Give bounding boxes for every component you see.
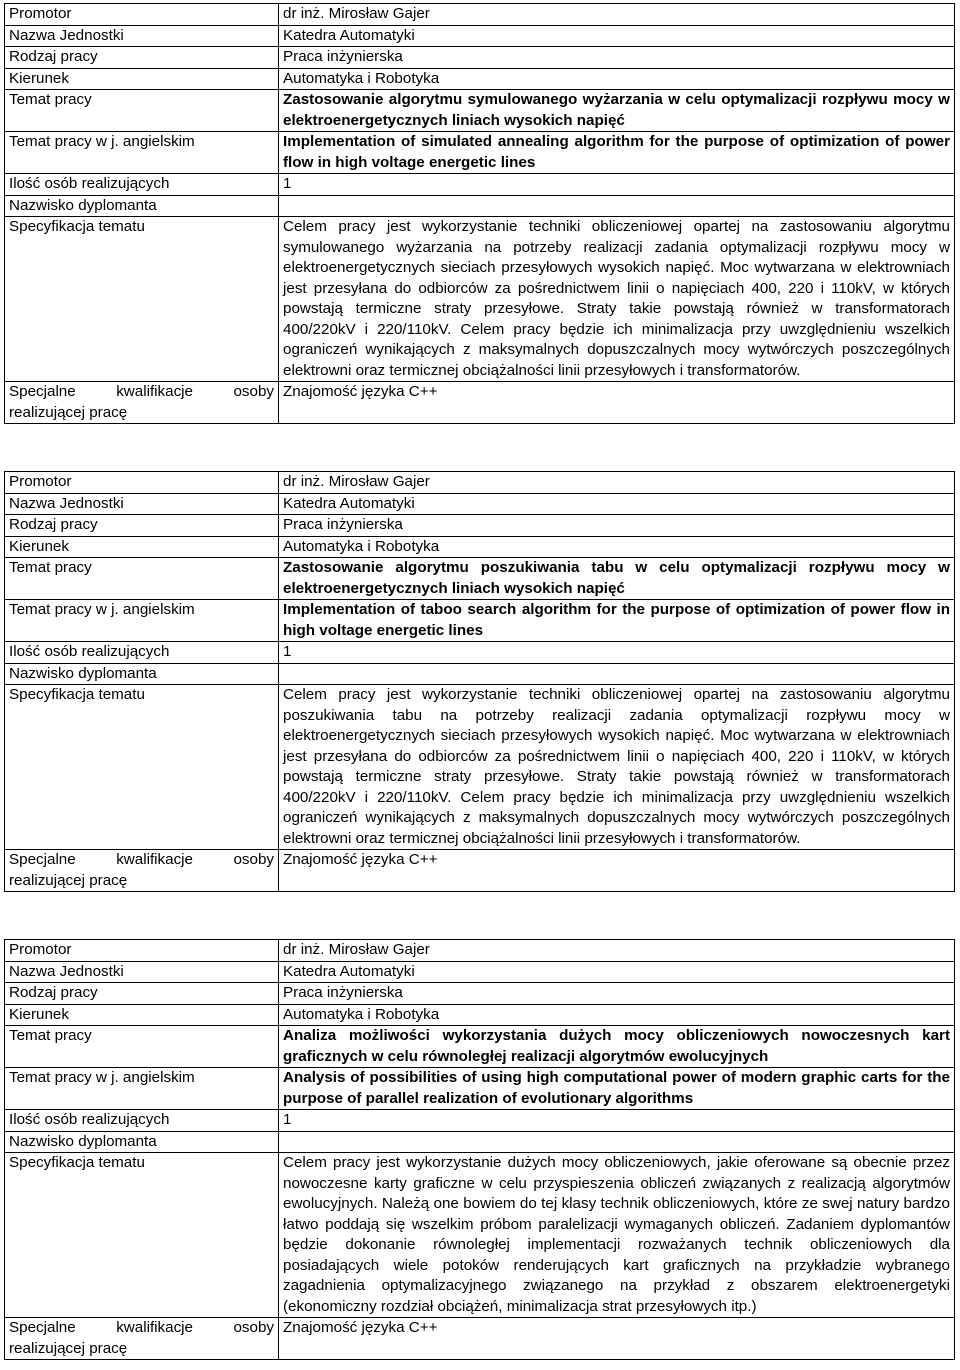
label-ilosc: Ilość osób realizujących [5,1110,279,1132]
value-promotor: dr inż. Mirosław Gajer [279,472,955,494]
label-kwalifikacje [5,1318,279,1360]
value-kwalifikacje: Znajomość języka C++ [279,1318,955,1360]
label-kwalifikacje-line2: realizującej pracę [9,1339,128,1357]
label-jednostka: Nazwa Jednostki [5,493,279,515]
value-dyplomant [279,663,955,685]
row-temat [5,1026,955,1068]
value-temat-ang: Implementation of taboo search algorithm for the purpose of optimization of power flow in high voltage energetic lines [279,600,955,642]
label-temat-ang: Temat pracy w j. angielskim [5,600,279,642]
value-ilosc: 1 [279,1110,955,1132]
value-kierunek: Automatyka i Robotyka [279,68,955,90]
value-temat: Zastosowanie algorytmu poszukiwania tabu w celu optymalizacji rozpływu mocy w elektroenergetycznych liniach wysokich napięć [279,558,955,600]
row-kierunek [5,536,955,558]
row-ilosc [5,174,955,196]
label-kwalifikacje-line2: realizującej pracę [9,871,128,889]
value-temat: Analiza możliwości wykorzystania dużych mocy obliczeniowych nowoczesnych kart graficznych w celu równoległej realizacji algorytmów ewolucyjnych [279,1026,955,1068]
label-kwalifikacje [5,382,279,424]
label-jednostka: Nazwa Jednostki [5,961,279,983]
row-rodzaj [5,47,955,69]
row-jednostka [5,493,955,515]
value-specyfikacja: Celem pracy jest wykorzystanie dużych mocy obliczeniowych, jakie oferowane są obecnie przez nowoczesne karty graficzne w celu przyspieszenia obliczeń związanych z realizacją algorytmów ewolucyjnych. Należą one bowiem do tej klasy technik obliczeniowych, które ze swej natury bardzo łatwo poddają się wszelkim próbom paralelizacji wymaganych obliczeń. Zadaniem dyplomantów będzie dokonanie równoległej implementacji rozważanych technik obliczeniowych dla posiadających wiele potoków renderujących kart graficznych na przykładzie wybranego zagadnienia optymalizacyjnego związanego na przykład z obszarem elektroenergetyki (ekonomiczny rozdział obciążeń, minimalizacja strat przesyłowych itp.) [279,1153,955,1318]
label-kwalifikacje [5,850,279,892]
label-temat: Temat pracy [5,1026,279,1068]
label-kwalifikacje-word1: Specjalne [9,383,76,400]
value-promotor: dr inż. Mirosław Gajer [279,940,955,962]
label-temat: Temat pracy [5,90,279,132]
value-jednostka: Katedra Automatyki [279,493,955,515]
label-kwalifikacje-line2: realizującej pracę [9,403,128,421]
row-promotor [5,472,955,494]
thesis-card-3 [4,939,955,1360]
label-kierunek: Kierunek [5,1004,279,1026]
label-temat-ang: Temat pracy w j. angielskim [5,1068,279,1110]
label-kwalifikacje-word3: osoby [233,851,274,868]
row-jednostka [5,961,955,983]
label-rodzaj: Rodzaj pracy [5,47,279,69]
value-rodzaj: Praca inżynierska [279,983,955,1005]
value-dyplomant [279,1131,955,1153]
row-jednostka [5,25,955,47]
row-kwalifikacje [5,850,955,892]
label-kierunek: Kierunek [5,536,279,558]
row-kierunek [5,1004,955,1026]
label-dyplomant: Nazwisko dyplomanta [5,195,279,217]
row-promotor [5,940,955,962]
row-rodzaj [5,515,955,537]
thesis-card-2 [4,471,955,892]
row-dyplomant [5,663,955,685]
value-ilosc: 1 [279,642,955,664]
label-kwalifikacje-word3: osoby [233,1319,274,1336]
label-ilosc: Ilość osób realizujących [5,642,279,664]
value-jednostka: Katedra Automatyki [279,25,955,47]
value-temat-ang: Analysis of possibilities of using high computational power of modern graphic carts for the purpose of parallel realization of evolutionary algorithms [279,1068,955,1110]
value-ilosc: 1 [279,174,955,196]
row-temat-ang [5,600,955,642]
label-kwalifikacje-word2: kwalifikacje [116,851,193,868]
row-temat-ang [5,1068,955,1110]
value-rodzaj: Praca inżynierska [279,515,955,537]
value-specyfikacja: Celem pracy jest wykorzystanie techniki obliczeniowej opartej na zastosowaniu algorytmu symulowanego wyżarzania na potrzeby realizacji zadania optymalizacji rozpływu mocy w elektroenergetycznych sieciach przesyłowych wysokich napięć. Moc wytwarzana w elektrowniach jest przesyłana do odbiorców za pośrednictwem linii o napięciach 400, 220 i 110kV, w których powstają termiczne straty przesyłowe. Straty takie powstają również w transformatorach 400/220kV i 220/110kV. Celem pracy będzie ich minimalizacja przy uwzględnieniu wszelkich ograniczeń wynikających z maksymalnych dopuszczalnych mocy wytwórczych poszczególnych elektrowni oraz termicznej obciążalności linii przesyłowych i transformatorów. [279,217,955,382]
label-promotor: Promotor [5,940,279,962]
row-temat-ang [5,132,955,174]
label-kwalifikacje-word3: osoby [233,383,274,400]
row-kwalifikacje [5,382,955,424]
value-kierunek: Automatyka i Robotyka [279,1004,955,1026]
label-temat-ang: Temat pracy w j. angielskim [5,132,279,174]
label-specyfikacja: Specyfikacja tematu [5,685,279,850]
label-rodzaj: Rodzaj pracy [5,515,279,537]
label-promotor: Promotor [5,472,279,494]
value-dyplomant [279,195,955,217]
value-kierunek: Automatyka i Robotyka [279,536,955,558]
value-rodzaj: Praca inżynierska [279,47,955,69]
value-promotor: dr inż. Mirosław Gajer [279,4,955,26]
row-dyplomant [5,195,955,217]
label-temat: Temat pracy [5,558,279,600]
label-kwalifikacje-word1: Specjalne [9,851,76,868]
row-specyfikacja [5,217,955,382]
row-dyplomant [5,1131,955,1153]
thesis-card-1 [4,3,955,424]
row-specyfikacja [5,685,955,850]
value-specyfikacja: Celem pracy jest wykorzystanie techniki obliczeniowej opartej na zastosowaniu algorytmu poszukiwania tabu na potrzeby realizacji zadania optymalizacji rozpływu mocy w elektroenergetycznych sieciach przesyłowych wysokich napięć. Moc wytwarzana w elektrowniach jest przesyłana do odbiorców za pośrednictwem linii o napięciach 400, 220 i 110kV, w których powstają termiczne straty przesyłowe. Straty takie powstają również w transformatorach 400/220kV i 220/110kV. Celem pracy będzie ich minimalizacja przy uwzględnieniu wszelkich ograniczeń wynikających z maksymalnych dopuszczalnych mocy wytwórczych poszczególnych elektrowni oraz termicznej obciążalności linii przesyłowych i transformatorów. [279,685,955,850]
row-kwalifikacje [5,1318,955,1360]
label-specyfikacja: Specyfikacja tematu [5,217,279,382]
row-ilosc [5,642,955,664]
row-promotor [5,4,955,26]
label-dyplomant: Nazwisko dyplomanta [5,663,279,685]
row-ilosc [5,1110,955,1132]
row-temat [5,558,955,600]
value-kwalifikacje: Znajomość języka C++ [279,850,955,892]
label-kierunek: Kierunek [5,68,279,90]
label-promotor: Promotor [5,4,279,26]
label-kwalifikacje-word1: Specjalne [9,1319,76,1336]
value-kwalifikacje: Znajomość języka C++ [279,382,955,424]
label-jednostka: Nazwa Jednostki [5,25,279,47]
value-temat-ang: Implementation of simulated annealing algorithm for the purpose of optimization of power flow in high voltage energetic lines [279,132,955,174]
label-kwalifikacje-word2: kwalifikacje [116,383,193,400]
label-specyfikacja: Specyfikacja tematu [5,1153,279,1318]
label-rodzaj: Rodzaj pracy [5,983,279,1005]
label-kwalifikacje-word2: kwalifikacje [116,1319,193,1336]
label-ilosc: Ilość osób realizujących [5,174,279,196]
value-temat: Zastosowanie algorytmu symulowanego wyżarzania w celu optymalizacji rozpływu mocy w elektroenergetycznych liniach wysokich napięć [279,90,955,132]
row-kierunek [5,68,955,90]
value-jednostka: Katedra Automatyki [279,961,955,983]
label-dyplomant: Nazwisko dyplomanta [5,1131,279,1153]
row-specyfikacja [5,1153,955,1318]
row-temat [5,90,955,132]
row-rodzaj [5,983,955,1005]
